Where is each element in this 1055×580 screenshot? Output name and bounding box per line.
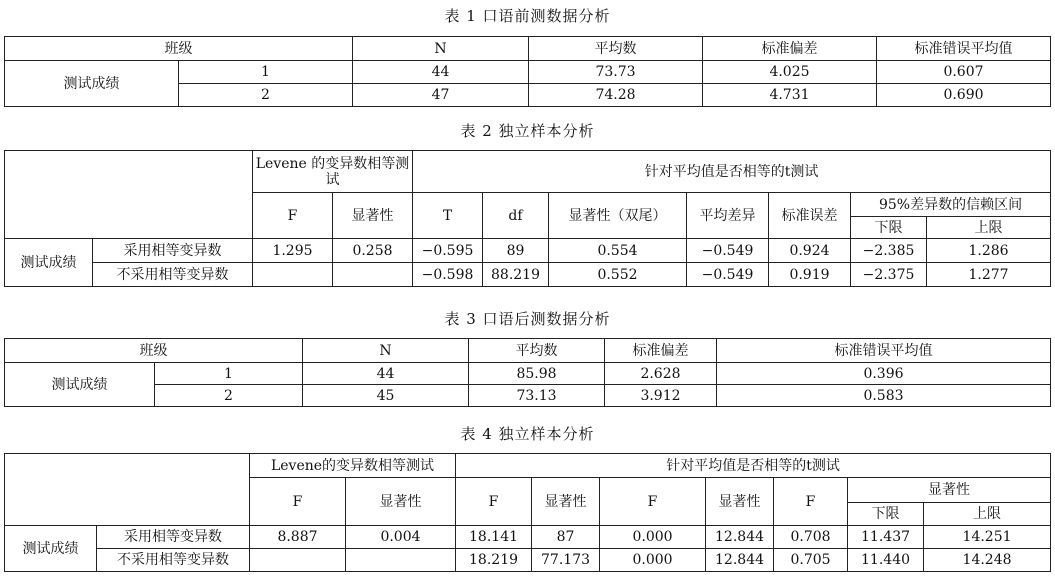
header-se: 标准错误平均值: [717, 339, 1051, 363]
table4-caption: 表 4 独立样本分析: [460, 425, 595, 443]
table-row: [5, 363, 1051, 385]
header-mean: 平均数: [529, 37, 703, 61]
header-class: 班级: [5, 339, 303, 363]
header-f: F: [253, 193, 333, 239]
header-col-4: 显著性: [532, 478, 600, 526]
cell-v3: 18.141: [456, 526, 532, 549]
table3: [4, 338, 1051, 407]
cell-se: 0.607: [877, 61, 1051, 84]
header-col-1: F: [250, 478, 346, 526]
cell-sd: 2.628: [605, 363, 717, 385]
cell-v3: 18.219: [456, 549, 532, 572]
cell-sd: 3.912: [605, 385, 717, 407]
group-label: 测试成绩: [5, 61, 179, 107]
table2-caption: 表 2 独立样本分析: [460, 122, 595, 140]
cell-se: 0.583: [717, 385, 1051, 407]
table2: [4, 150, 1051, 287]
header-sig-two-tailed: 显著性（双尾）: [549, 193, 687, 239]
corner-cell: [5, 454, 250, 526]
cell-v8: 11.440: [848, 549, 924, 572]
cell-v2: 0.004: [346, 526, 456, 549]
header-lower: 下限: [848, 503, 924, 526]
header-col-6: 显著性: [706, 478, 774, 526]
cell-n: 45: [303, 385, 469, 407]
cell-v6: 12.844: [706, 549, 774, 572]
cell-sig2: 0.552: [549, 263, 687, 287]
cell-se: 0.396: [717, 363, 1051, 385]
table3-caption: 表 3 口语后测数据分析: [444, 310, 611, 328]
cell-v1: 8.887: [250, 526, 346, 549]
header-lower: 下限: [851, 217, 927, 239]
table1-caption: 表 1 口语前测数据分析: [444, 7, 611, 25]
cell-v7: 0.705: [774, 549, 848, 572]
cell-v4: 87: [532, 526, 600, 549]
table-row: [5, 385, 1051, 407]
ttest-header: 针对平均值是否相等的t测试: [456, 454, 1051, 478]
table4: [4, 453, 1051, 572]
table-row: [5, 61, 1051, 84]
table-row: [5, 239, 1051, 263]
header-n: N: [303, 339, 469, 363]
corner-cell: [5, 151, 253, 239]
header-class: 班级: [5, 37, 353, 61]
header-n: N: [353, 37, 529, 61]
cell-f: [253, 263, 333, 287]
cell-v9: 14.251: [924, 526, 1051, 549]
cell-f: 1.295: [253, 239, 333, 263]
table1: [4, 36, 1051, 107]
cell-n: 44: [303, 363, 469, 385]
cell-v4: 77.173: [532, 549, 600, 572]
header-df: df: [483, 193, 549, 239]
cell-sig: [333, 263, 413, 287]
cell-lower: −2.385: [851, 239, 927, 263]
header-sd: 标准偏差: [703, 37, 877, 61]
cell-se-diff: 0.919: [769, 263, 851, 287]
cell-mean: 85.98: [469, 363, 605, 385]
cell-mean-diff: −0.549: [687, 239, 769, 263]
cell-v9: 14.248: [924, 549, 1051, 572]
header-mean-diff: 平均差异: [687, 193, 769, 239]
header-ci: 95%差异数的信赖区间: [851, 193, 1051, 217]
cell-lower: −2.375: [851, 263, 927, 287]
cell-class: 1: [179, 61, 353, 84]
cell-sd: 4.025: [703, 61, 877, 84]
cell-n: 44: [353, 61, 529, 84]
header-sd: 标准偏差: [605, 339, 717, 363]
table-row: [5, 549, 1051, 572]
cell-upper: 1.286: [927, 239, 1051, 263]
cell-se: 0.690: [877, 84, 1051, 107]
header-col-2: 显著性: [346, 478, 456, 526]
cell-v5: 0.000: [600, 549, 706, 572]
cell-sd: 4.731: [703, 84, 877, 107]
header-col-7: F: [774, 478, 848, 526]
cell-se-diff: 0.924: [769, 239, 851, 263]
header-col-8: 显著性: [848, 478, 1051, 503]
cell-class: 1: [155, 363, 303, 385]
cell-v6: 12.844: [706, 526, 774, 549]
cell-df: 88.219: [483, 263, 549, 287]
cell-sig2: 0.554: [549, 239, 687, 263]
row-label: 采用相等变异数: [97, 526, 250, 549]
cell-v8: 11.437: [848, 526, 924, 549]
cell-mean: 73.73: [529, 61, 703, 84]
ttest-header: 针对平均值是否相等的t测试: [413, 151, 1051, 193]
cell-v1: [250, 549, 346, 572]
cell-mean: 73.13: [469, 385, 605, 407]
row-label: 采用相等变异数: [93, 239, 253, 263]
levene-header: Levene 的变异数相等测试: [253, 151, 413, 193]
group-label: 测试成绩: [5, 239, 93, 287]
row-label: 不采用相等变异数: [93, 263, 253, 287]
header-upper: 上限: [927, 217, 1051, 239]
cell-v5: 0.000: [600, 526, 706, 549]
group-label: 测试成绩: [5, 526, 97, 572]
cell-t: −0.598: [413, 263, 483, 287]
table-row: [5, 263, 1051, 287]
header-sig: 显著性: [333, 193, 413, 239]
header-col-3: F: [456, 478, 532, 526]
cell-df: 89: [483, 239, 549, 263]
header-se: 标准错误平均值: [877, 37, 1051, 61]
cell-upper: 1.277: [927, 263, 1051, 287]
header-col-5: F: [600, 478, 706, 526]
cell-v7: 0.708: [774, 526, 848, 549]
table-row: [5, 526, 1051, 549]
row-label: 不采用相等变异数: [97, 549, 250, 572]
cell-mean-diff: −0.549: [687, 263, 769, 287]
cell-sig: 0.258: [333, 239, 413, 263]
cell-mean: 74.28: [529, 84, 703, 107]
header-se-diff: 标准误差: [769, 193, 851, 239]
header-mean: 平均数: [469, 339, 605, 363]
cell-t: −0.595: [413, 239, 483, 263]
cell-class: 2: [179, 84, 353, 107]
header-upper: 上限: [924, 503, 1051, 526]
group-label: 测试成绩: [5, 363, 155, 407]
levene-header: Levene的变异数相等测试: [250, 454, 456, 478]
cell-v2: [346, 549, 456, 572]
cell-n: 47: [353, 84, 529, 107]
header-t: T: [413, 193, 483, 239]
cell-class: 2: [155, 385, 303, 407]
